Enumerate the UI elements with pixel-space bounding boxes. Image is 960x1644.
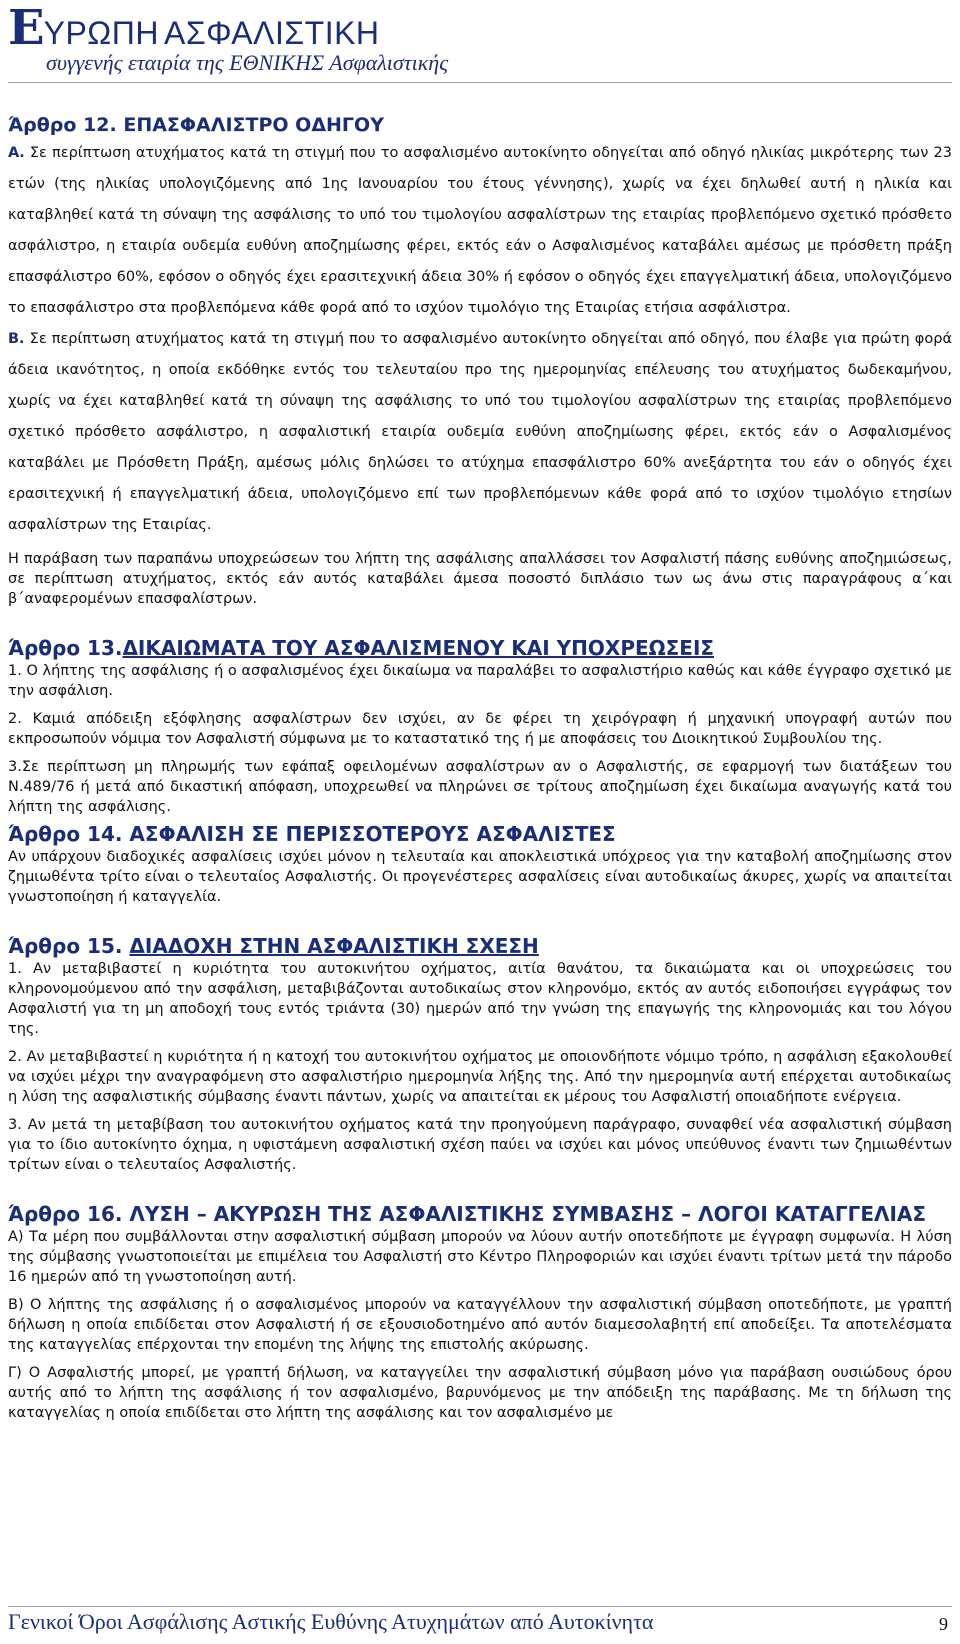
article-13-title	[8, 635, 952, 661]
logo-initial: Ε	[8, 0, 44, 56]
paragraph-text: Σε περίπτωση ατυχήματος κατά τη στιγμή που το ασφαλισμένο αυτοκίνητο οδηγείται από οδηγό ηλικίας μικρότερης των 23 ετών (της ηλικίας υπολογιζόμενης από 1ης Ιανουαρίου του έτους γέννησης), χωρίς να έχει δηλωθεί αυτή η ηλικία και καταβληθεί κατά τη σύναψη της ασφάλισης το υπό του τιμολογίου ασφαλίστρων της εταιρίας προβλεπόμενο σχετικό πρόσθετο ασφάλιστρο, η εταιρία ουδεμία ευθύνη αποζημίωσης φέρει, εκτός εάν ο Ασφαλισμένος καταβάλει αμέσως με πρόσθετη πράξη επασφάλιστρο 60%, εφόσον ο οδηγός έχει ερασιτεχνική άδεια 30% ή εφόσον ο οδηγός έχει επαγγελματική άδεια, υπολογιζόμενο το επασφάλιστρο στα προβλεπόμενα κάθε φορά από το ισχύον τιμολόγιο της Εταιρίας ετήσια ασφάλιστρα.	[8, 145, 953, 316]
paragraph-marker: Α.	[8, 145, 25, 161]
page-footer	[8, 1606, 952, 1635]
logo-rest: ΑΣΦΑΛΙΣΤΙΚΗ	[164, 15, 380, 51]
article-15-title	[8, 933, 952, 959]
company-tagline: συγγενής εταιρία της ΕΘΝΙΚΗΣ Ασφαλιστικής	[46, 50, 449, 75]
article-16-paragraph-b: Β) Ο λήπτης της ασφάλισης ή ο ασφαλισμένος μπορούν να καταγγέλλουν την ασφαλιστική σύμβαση οποτεδήποτε, με γραπτή δήλωση η οποία επιδίδεται στον Ασφαλιστή ή σε εξουσιοδοτημένο από αυτόν διαμεσολαβητή επί αποδείξει. Τα αποτελέσματα της καταγγελίας επέρχονται την επομένη της λήψης της επιστολής ακύρωσης.	[8, 1297, 952, 1353]
footer-title: Γενικοί Όροι Ασφάλισης Αστικής Ευθύνης Ατυχημάτων από Αυτοκίνητα	[8, 1609, 654, 1634]
footer-divider	[8, 1606, 952, 1607]
logo-word: ΥΡΩΠΗ	[43, 15, 159, 51]
article-number: Άρθρο 15.	[8, 934, 123, 958]
header-divider	[8, 82, 952, 83]
page-number: 9	[939, 1614, 948, 1634]
article-13-paragraph-1: 1. Ο λήπτης της ασφάλισης ή ο ασφαλισμένος έχει δικαίωμα να παραλάβει το ασφαλιστήριο καθώς και κάθε έγγραφο σχετικό με την ασφάλιση.	[8, 663, 952, 699]
article-14-title	[8, 821, 952, 847]
article-15-paragraph-3: 3. Αν μετά τη μεταβίβαση του αυτοκινήτου οχήματος κατά την προηγούμενη παράγραφο, συναφθεί νέα ασφαλιστική σύμβαση για το ίδιο αυτοκίνητο όχημα, η υφιστάμενη ασφαλιστική σχέση παύει να ισχύει και μόνος υπεύθυνος έναντι των ζημιωθέντων τρίτων είναι ο τελευταίος Ασφαλιστής.	[8, 1117, 952, 1173]
article-16-paragraph-a: Α) Τα μέρη που συμβάλλονται στην ασφαλιστική σύμβαση μπορούν να λύουν αυτήν οποτεδήποτε με έγγραφη συμφωνία. Η λύση της σύμβασης γνωστοποιείται με επιμέλεια του Ασφαλιστή στο Κέντρο Πληροφοριών και ισχύει έναντι τρίτων μετά την πάροδο 16 ημερών από τη γνωστοποίηση αυτή.	[8, 1229, 952, 1285]
article-heading: ΑΣΦΑΛΙΣΗ ΣΕ ΠΕΡΙΣΣΟΤΕΡΟΥΣ ΑΣΦΑΛΙΣΤΕΣ	[129, 822, 616, 846]
page-header	[8, 0, 952, 83]
article-12-title: Άρθρο 12. ΕΠΑΣΦΑΛΙΣΤΡΟ ΟΔΗΓΟΥ	[8, 114, 384, 136]
article-15-paragraph-1: 1. Αν μεταβιβαστεί η κυριότητα του αυτοκινήτου οχήματος, αιτία θανάτου, τα δικαιώματα και οι υποχρεώσεις του κληρονομούμενου από την ασφάλιση, μεταβιβάζονται αυτοδικαίως στον κληρονόμο, εκτός αν αυτός ειδοποιήσει εγγράφως τον Ασφαλιστή για τη μη αποδοχή τους εντός τριάντα (30) ημερών από την γνώση της επαγωγής της κληρονομιάς και του λόγου της.	[8, 961, 952, 1037]
article-heading: ΔΙΑΔΟΧΗ ΣΤΗΝ ΑΣΦΑΛΙΣΤΙΚΗ ΣΧΕΣΗ	[129, 934, 539, 958]
paragraph-text: Σε περίπτωση ατυχήματος κατά τη στιγμή που το ασφαλισμένο αυτοκίνητο οδηγείται από οδηγό, που έλαβε για πρώτη φορά άδεια ικανότητος, η οποία εκδόθηκε εντός του τελευταίου προ της ημερομηνίας επέλευσης του ατυχήματος δωδεκαμήνου, χωρίς να έχει καταβληθεί κατά τη σύναψη της ασφάλισης το υπό του τιμολογίου ασφαλίστρων της εταιρίας προβλεπόμενο σχετικό πρόσθετο ασφάλιστρο, η ασφαλιστική εταιρία ουδεμία ευθύνη αποζημίωσης φέρει, εκτός εάν ο Ασφαλισμένος καταβάλει με Πρόσθετη Πράξη, αμέσως μόλις δηλώσει το ατύχημα επασφάλιστρο 60% ανεξάρτητα του εάν ο οδηγός έχει ερασιτεχνική ή επαγγελματική άδεια, υπολογιζόμενο επί των προβλεπόμενων κάθε φορά από το ισχύον τιμολόγιο ετησίων ασφαλίστρων της Εταιρίας.	[8, 331, 953, 533]
article-16-paragraph-c: Γ) Ο Ασφαλιστής μπορεί, με γραπτή δήλωση, να καταγγείλει την ασφαλιστική σύμβαση μόνο για παράβαση ουσιώδους όρου αυτής από το λήπτη της ασφάλισης ή τον ασφαλισμένο, βαρυνόμενος με την απόδειξη της παράβασης. Με τη δήλωση της καταγγελίας η οποία επιδίδεται στο λήπτη της ασφάλισης και τον ασφαλισμένο με	[8, 1365, 952, 1421]
article-12-paragraph-b	[8, 324, 952, 541]
article-15-paragraph-2: 2. Αν μεταβιβαστεί η κυριότητα ή η κατοχή του αυτοκινήτου οχήματος με οποιονδήποτε νόμιμο τρόπο, η ασφάλιση εξακολουθεί να ισχύει μέχρι την αναγραφόμενη στο ασφαλιστήριο ημερομηνία λήξης της. Από την ημερομηνία αυτή επέρχεται αυτοδικαίως η λύση της ασφαλιστικής σύμβασης έναντι πάντων, χωρίς να απαιτείται εκ μέρους του Ασφαλιστή οποιαδήποτε ενέργεια.	[8, 1049, 952, 1105]
article-12-breach: Η παράβαση των παραπάνω υποχρεώσεων του λήπτη της ασφάλισης απαλλάσσει τον Ασφαλιστή πάσης ευθύνης αποζημιώσεως, σε περίπτωση ατυχήματος, εκτός εάν αυτός καταβάλει άμεσα ποσοστό διπλάσιο των ως άνω στις παραγράφους α΄και β΄αναφερομένων επασφαλίστρων.	[8, 551, 952, 607]
article-heading: ΔΙΚΑΙΩΜΑΤΑ ΤΟΥ ΑΣΦΑΛΙΣΜΕΝΟΥ ΚΑΙ ΥΠΟΧΡΕΩΣΕΙΣ	[122, 636, 715, 660]
article-16-title: Άρθρο 16. ΛΥΣΗ – ΑΚΥΡΩΣΗ ΤΗΣ ΑΣΦΑΛΙΣΤΙΚΗΣ ΣΥΜΒΑΣΗΣ – ΛΟΓΟΙ ΚΑΤΑΓΓΕΛΙΑΣ	[8, 1202, 927, 1226]
article-14-paragraph-1: Αν υπάρχουν διαδοχικές ασφαλίσεις ισχύει μόνον η τελευταία και αποκλειστικά υπόχρεος για την καταβολή αποζημίωσης στον ζημιωθέντα τρίτο είναι ο τελευταίος Ασφαλιστής. Οι προγενέστερες ασφαλίσεις είναι αυτοδικαίως άκυρες, χωρίς να απαιτείται γνωστοποίηση ή καταγγελία.	[8, 849, 952, 905]
article-13-paragraph-3: 3.Σε περίπτωση μη πληρωμής των εφάπαξ οφειλομένων ασφαλίστρων αν ο Ασφαλιστής, σε εφαρμογή των διατάξεων του Ν.489/76 ή μετά από δικαστική απόφαση, υποχρεωθεί να πληρώνει σε τρίτους αποζημίωση έχει δικαίωμα αναγωγής κατά του λήπτη της ασφάλισης.	[8, 759, 952, 815]
company-logo	[8, 0, 952, 56]
paragraph-marker: Β.	[8, 331, 25, 347]
article-13-paragraph-2: 2. Καμιά απόδειξη εξόφλησης ασφαλίστρων δεν ισχύει, αν δε φέρει τη χειρόγραφη ή μηχανική υπογραφή αυτών που εκπροσωπούν νόμιμα τον Ασφαλιστή σύμφωνα με το καταστατικό της ή με αποφάσεις του Διοικητικού Συμβουλίου της.	[8, 711, 952, 747]
article-number: Άρθρο 14.	[8, 822, 123, 846]
article-number: Άρθρο 13.	[8, 636, 123, 660]
article-12-paragraph-a	[8, 138, 952, 324]
document-body	[8, 112, 952, 1423]
